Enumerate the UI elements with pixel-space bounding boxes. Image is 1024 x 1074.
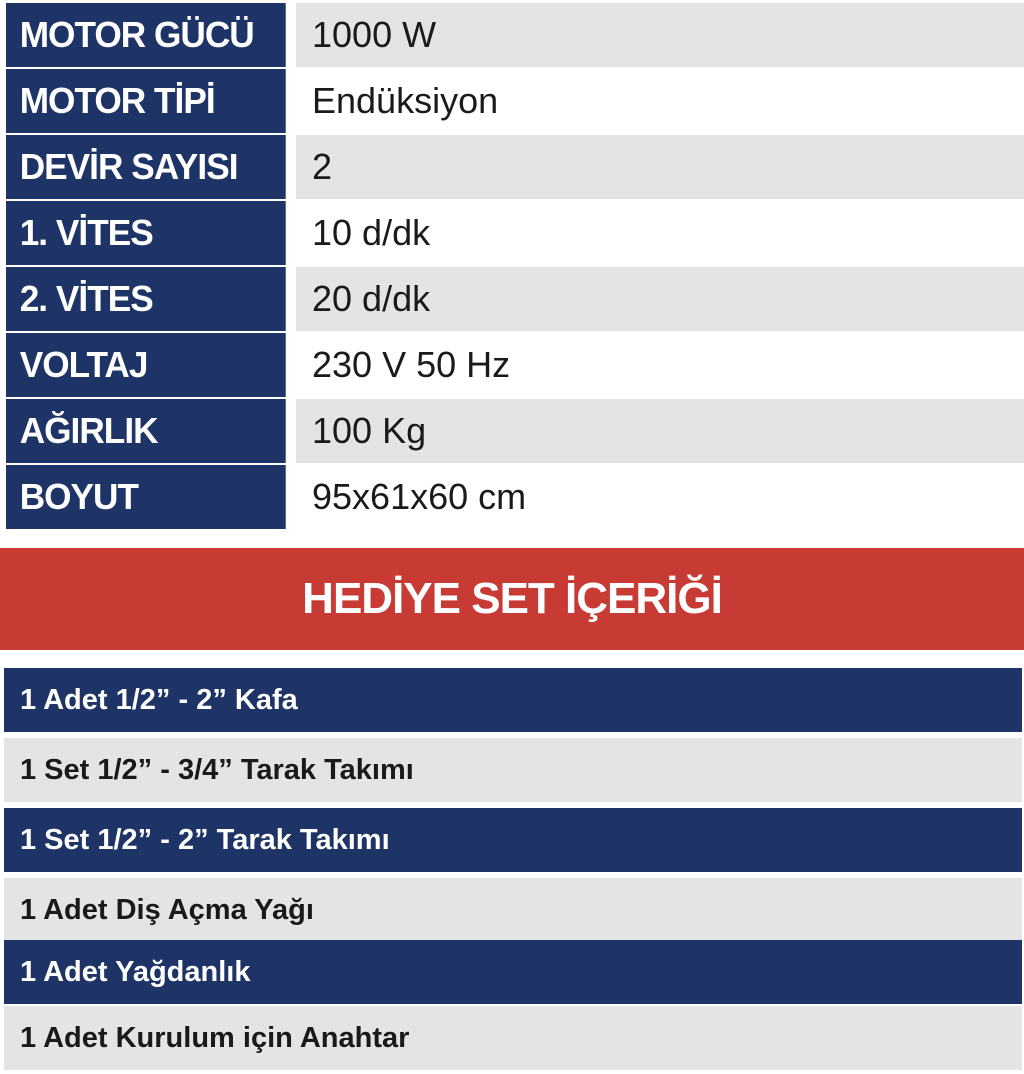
list-item: 1 Adet Kurulum için Anahtar [4,1006,1022,1070]
spec-label: AĞIRLIK [6,399,286,463]
spec-label: 2. VİTES [6,267,286,331]
spec-value: 100 Kg [296,399,1024,463]
spec-label: MOTOR GÜCÜ [6,3,286,67]
spec-value: Endüksiyon [296,69,1024,133]
list-item: 1 Adet Diş Açma Yağı [4,878,1022,942]
spec-row-motor-power [0,3,1024,67]
list-item: 1 Set 1/2” - 2” Tarak Takımı [4,808,1022,872]
spec-label: DEVİR SAYISI [6,135,286,199]
gift-set-header: HEDİYE SET İÇERİĞİ [0,548,1024,650]
spec-row-voltage [0,333,1024,397]
spec-value: 95x61x60 cm [296,465,1024,529]
spec-value: 1000 W [296,3,1024,67]
spec-row-dimensions [0,465,1024,529]
spec-row-motor-type [0,69,1024,133]
spec-row-speed-count [0,135,1024,199]
spec-row-gear-1 [0,201,1024,265]
list-item: 1 Adet 1/2” - 2” Kafa [4,668,1022,732]
spec-value: 2 [296,135,1024,199]
spec-value: 10 d/dk [296,201,1024,265]
spec-row-weight [0,399,1024,463]
spec-row-gear-2 [0,267,1024,331]
list-item: 1 Adet Yağdanlık [4,940,1022,1004]
spec-value: 20 d/dk [296,267,1024,331]
spec-label: MOTOR TİPİ [6,69,286,133]
spec-value: 230 V 50 Hz [296,333,1024,397]
spec-label: VOLTAJ [6,333,286,397]
spec-label: BOYUT [6,465,286,529]
spec-label: 1. VİTES [6,201,286,265]
list-item: 1 Set 1/2” - 3/4” Tarak Takımı [4,738,1022,802]
